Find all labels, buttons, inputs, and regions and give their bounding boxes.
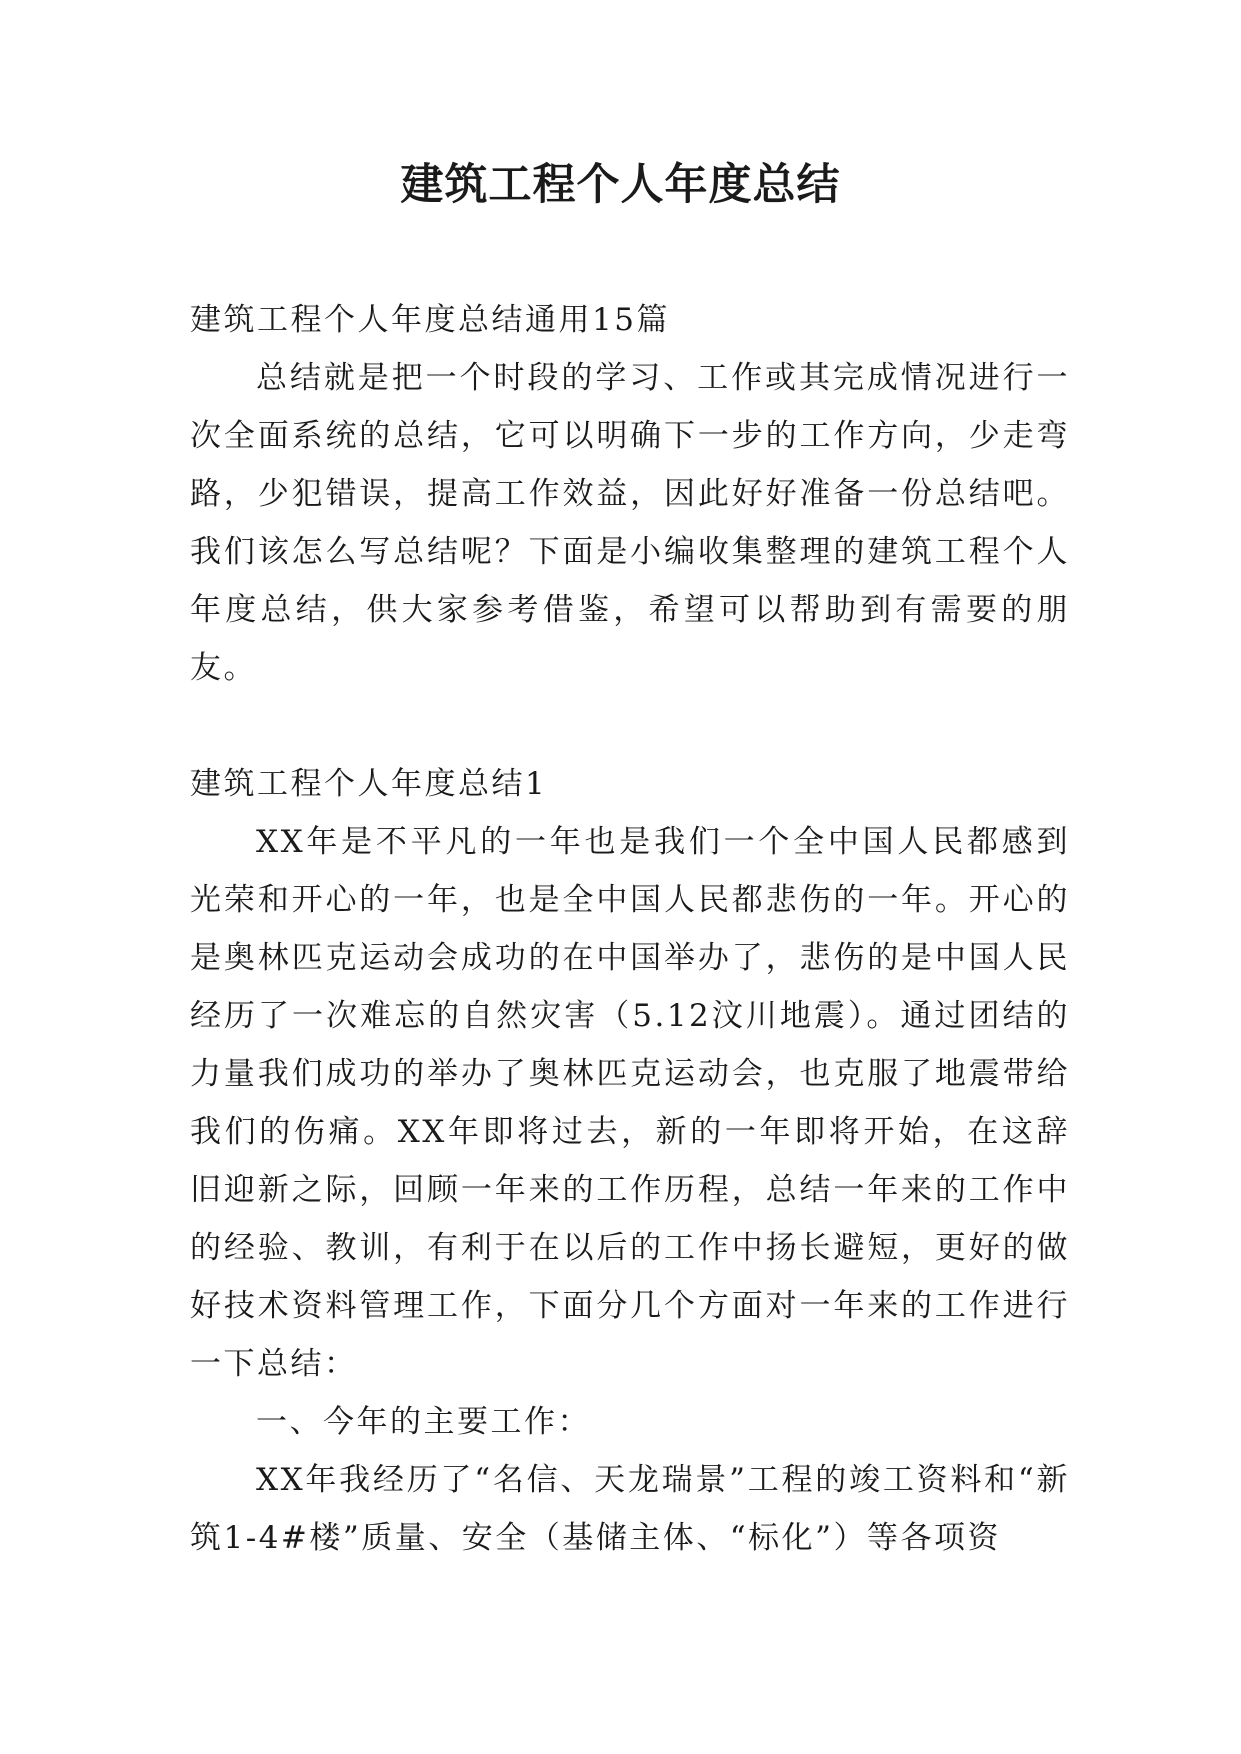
intro-paragraph: 总结就是把一个时段的学习、工作或其完成情况进行一次全面系统的总结，它可以明确下一步的工作方向，少走弯路，少犯错误，提高工作效益，因此好好准备一份总结吧。我们该怎么写总结呢？下面是小编收集整理的建筑工程个人年度总结，供大家参考借鉴，希望可以帮助到有需要的朋友。 [190,360,1070,686]
section-paragraph: XX年是不平凡的一年也是我们一个全中国人民都感到光荣和开心的一年，也是全中国人民都悲伤的一年。开心的是奥林匹克运动会成功的在中国举办了，悲伤的是中国人民经历了一次难忘的自然灾害（5.12汶川地震）。通过团结的力量我们成功的举办了奥林匹克运动会，也克服了地震带给我们的伤痛。XX年即将过去，新的一年即将开始，在这辞旧迎新之际，回顾一年来的工作历程，总结一年来的工作中的经验、教训，有利于在以后的工作中扬长避短，更好的做好技术资料管理工作，下面分几个方面对一年来的工作进行一下总结： [190,824,1070,1382]
section-heading: 建筑工程个人年度总结1 [190,766,548,802]
document-subtitle: 建筑工程个人年度总结通用15篇 [190,302,670,338]
section-paragraph-2: XX年我经历了“名信、天龙瑞景”工程的竣工资料和“新筑1-4#楼”质量、安全（基储主体、“标化”）等各项资 [190,1462,1070,1556]
document-title: 建筑工程个人年度总结 [400,160,841,210]
paragraph-spacer [190,697,1070,755]
list-heading: 一、今年的主要工作： [256,1404,591,1440]
document-body [190,291,1070,1567]
